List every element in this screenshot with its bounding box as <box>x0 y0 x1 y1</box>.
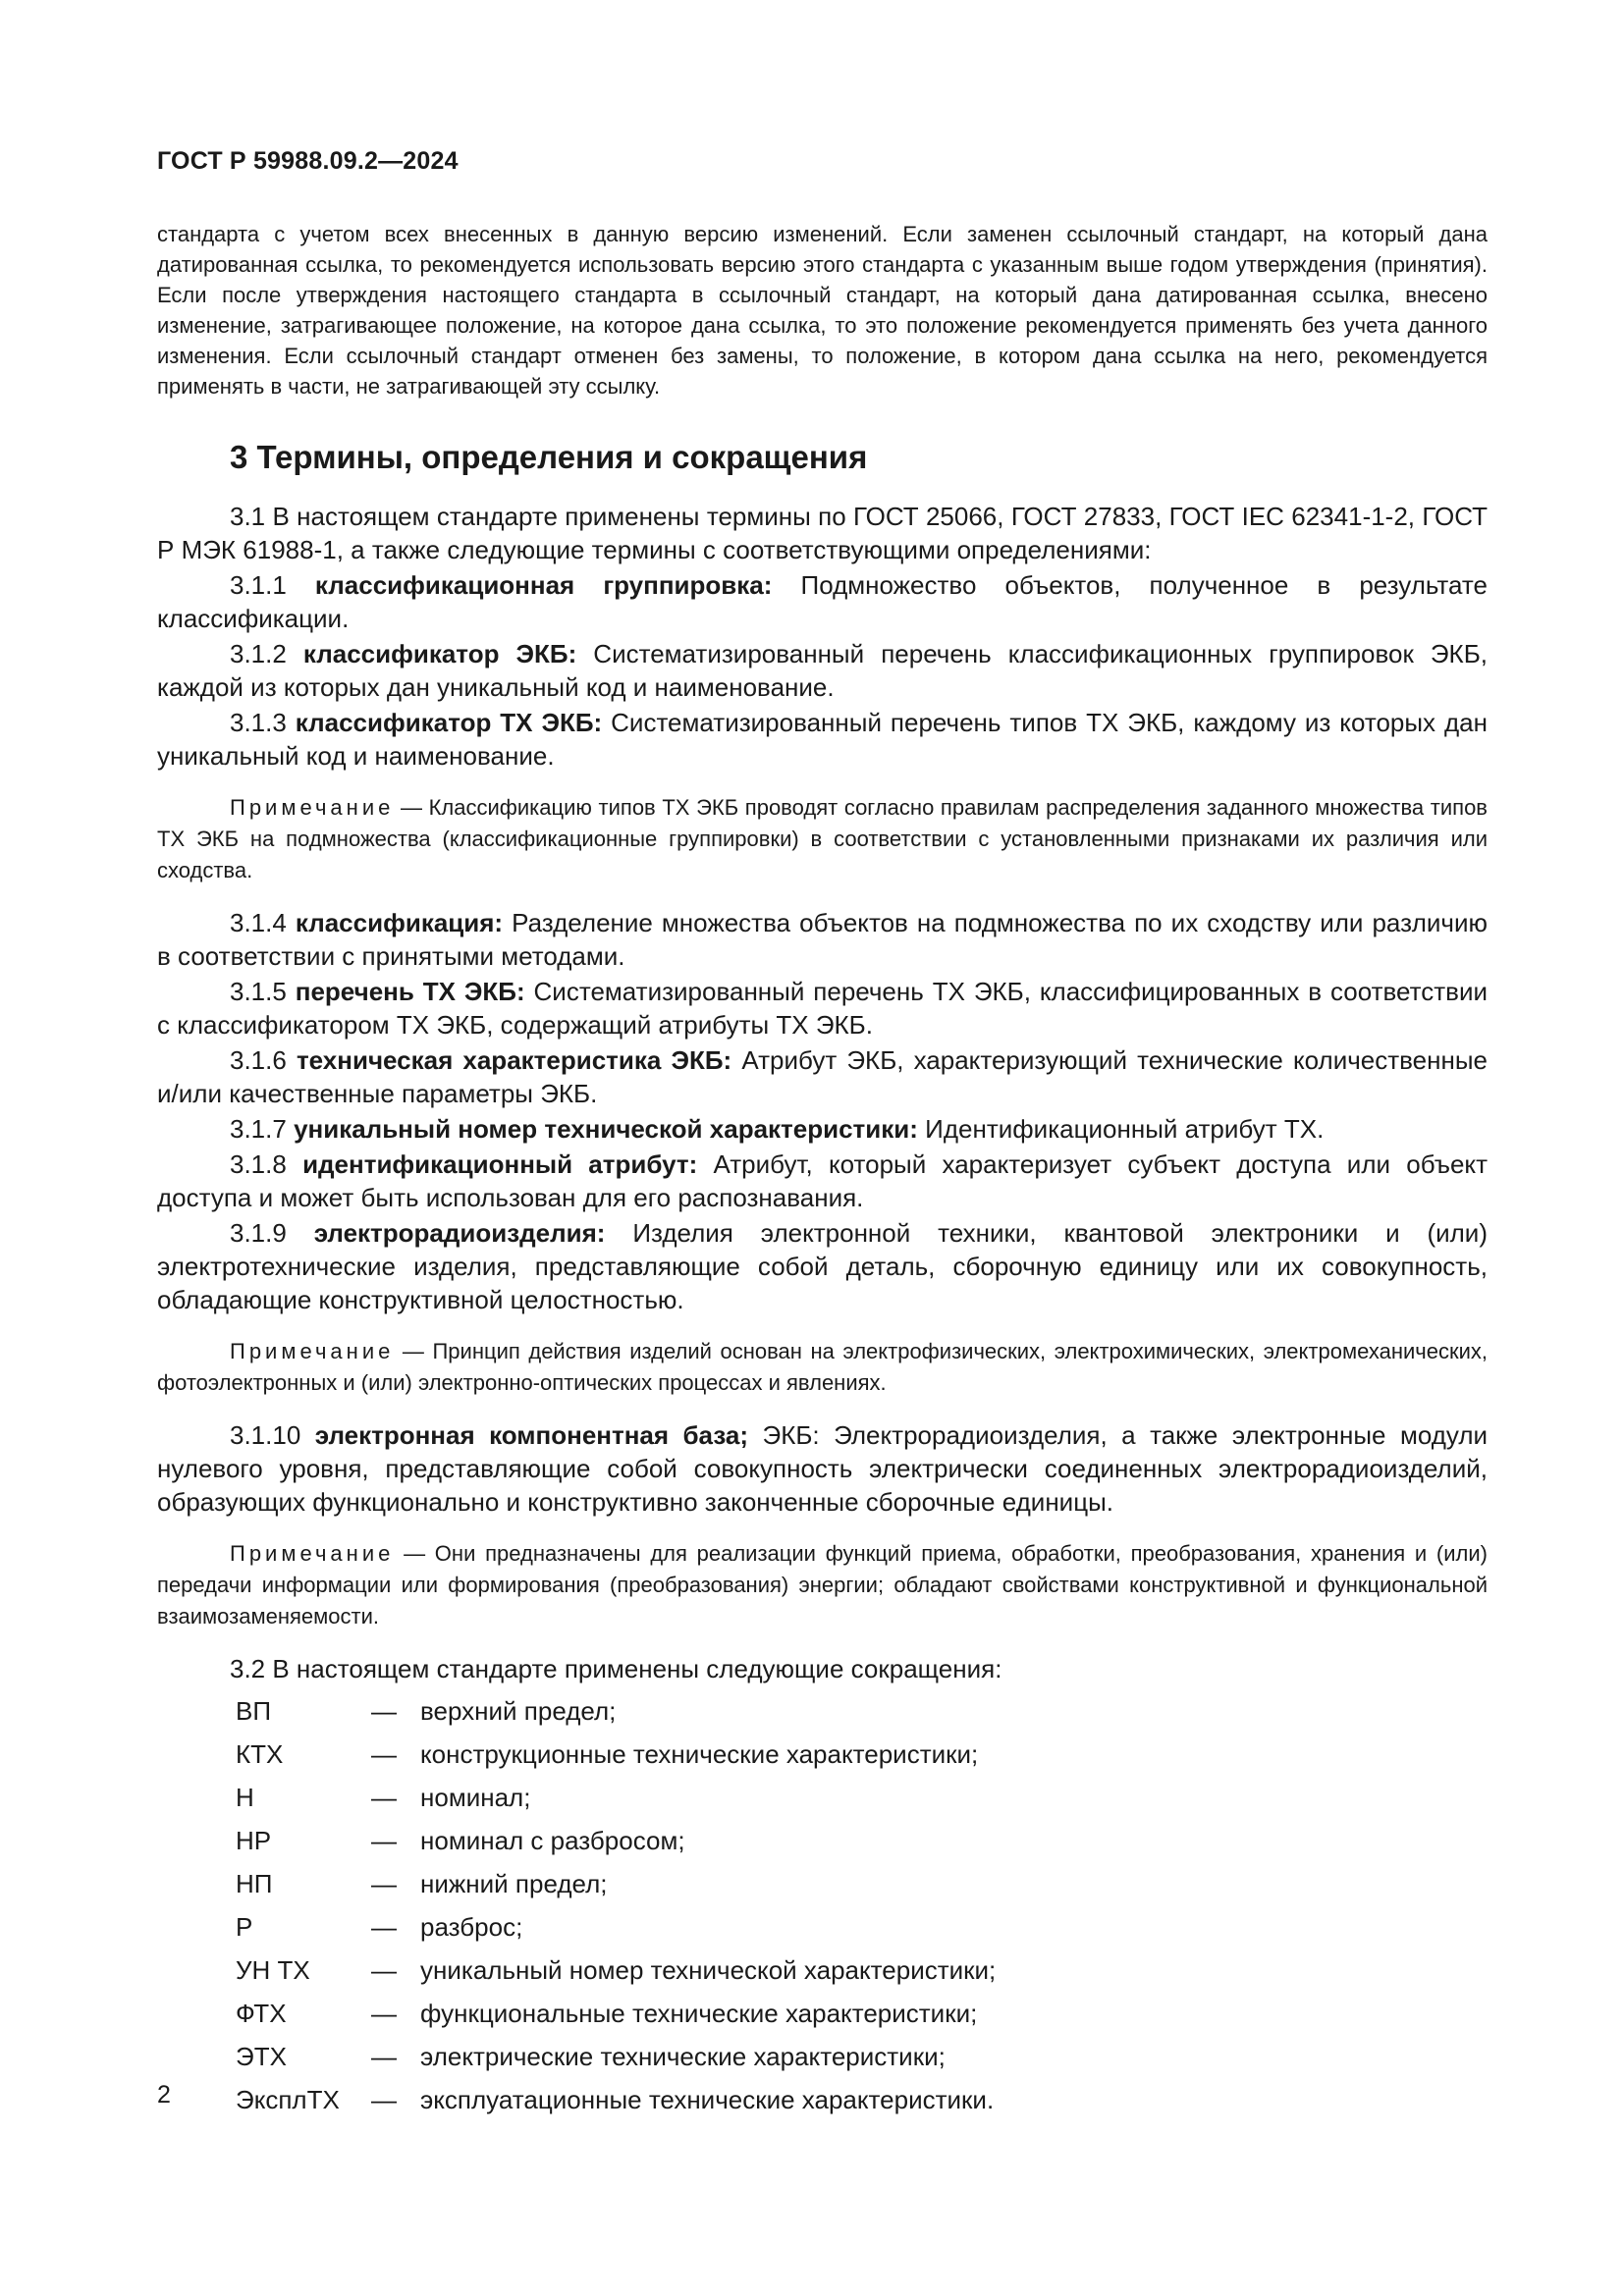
term-number: 3.1.9 <box>230 1218 287 1248</box>
abbreviation-row <box>236 1905 1488 1949</box>
term-3-1-2 <box>157 637 1488 704</box>
abbreviation-row <box>236 1733 1488 1776</box>
term-3-1-4 <box>157 906 1488 973</box>
abbreviation-text: номинал с разбросом; <box>420 1825 685 1855</box>
note-2 <box>157 1336 1488 1399</box>
abbreviation-text: конструкционные технические характеристики; <box>420 1738 979 1769</box>
abbreviation-text: электрические технические характеристики; <box>420 2041 946 2071</box>
term-number: 3.1.2 <box>230 639 287 668</box>
note-text: — Принцип действия изделий основан на электрофизических, электрохимических, электромеханических, фотоэлектронных и (или) электронно-оптических процессах и явлениях. <box>157 1339 1488 1395</box>
abbreviation-dash: — <box>371 1911 397 1942</box>
abbreviation-text: нижний предел; <box>420 1868 608 1898</box>
term-name: техническая характеристика ЭКБ: <box>296 1045 732 1075</box>
abbreviation-row <box>236 1776 1488 1819</box>
intro-paragraph: стандарта с учетом всех внесенных в данную версию изменений. Если заменен ссылочный стандарт, на который дана датированная ссылка, то рекомендуется использовать версию этого стандарта с указанным выше годом утверждения (принятия). Если после утверждения настоящего стандарта в ссылочный стандарт, на который дана датированная ссылка, внесено изменение, затрагивающее положение, на которое дана ссылка, то это положение рекомендуется применять без учета данного изменения. Если ссылочный стандарт отменен без замены, то положение, в котором дана ссылка на него, рекомендуется применять в части, не затрагивающей эту ссылку. <box>157 222 1488 399</box>
note-3 <box>157 1538 1488 1632</box>
abbreviation-dash: — <box>371 1738 397 1769</box>
term-3-1-7 <box>157 1112 1488 1146</box>
abbreviation-row <box>236 1689 1488 1733</box>
abbreviation-list <box>236 1689 1488 2121</box>
term-definition: ЭКБ: Электрорадиоизделия, а также электронные модули нулевого уровня, представляющие собой совокупность электрически соединенных электрорадиоизделий, образующих функционально и конструктивно законченные сборочные единицы. <box>157 1420 1489 1517</box>
term-number: 3.1.5 <box>230 977 287 1006</box>
clause-3-1: 3.1 В настоящем стандарте применены термины по ГОСТ 25066, ГОСТ 27833, ГОСТ IEC 62341-1-2, ГОСТ Р МЭК 61988-1, а также следующие термины с соответствующими определениями: <box>157 502 1488 564</box>
term-3-1-3 <box>157 706 1488 773</box>
note-1 <box>157 792 1488 886</box>
term-name: электронная компонентная база; <box>314 1420 749 1450</box>
term-name: перечень ТХ ЭКБ: <box>295 977 525 1006</box>
note-label: Примечание <box>230 1541 395 1566</box>
abbreviation-code: ЭТХ <box>236 2041 287 2071</box>
term-3-1-9 <box>157 1216 1488 1316</box>
note-label: Примечание <box>230 795 395 820</box>
term-3-1-5 <box>157 975 1488 1041</box>
term-number: 3.1.1 <box>230 570 287 600</box>
abbreviation-code: ЭксплТХ <box>236 2084 340 2114</box>
term-definition: Изделия электронной техники, квантовой электроники и (или) электротехнические изделия, представляющие собой деталь, сборочную единицу или их совокупность, обладающие конструктивной целостностью. <box>157 1218 1488 1314</box>
section-title: 3 Термины, определения и сокращения <box>230 439 868 475</box>
term-definition: Разделение множества объектов на подмножества по их сходству или различию в соответствии с принятыми методами. <box>157 908 1488 971</box>
abbreviation-code: Н <box>236 1782 254 1812</box>
abbreviation-row <box>236 1949 1488 1992</box>
abbreviation-text: функциональные технические характеристики; <box>420 1998 978 2028</box>
abbreviation-dash: — <box>371 1998 397 2028</box>
abbreviation-code: НП <box>236 1868 273 1898</box>
abbreviation-row <box>236 1992 1488 2035</box>
note-label: Примечание <box>230 1339 395 1363</box>
term-name: классификатор ЭКБ: <box>302 639 577 668</box>
term-definition: Подмножество объектов, полученное в результате классификации. <box>157 570 1488 633</box>
term-definition: Систематизированный перечень типов ТХ ЭКБ, каждому из которых дан уникальный код и наименование. <box>157 708 1488 771</box>
note-text: — Классификацию типов ТХ ЭКБ проводят согласно правилам распределения заданного множества типов ТХ ЭКБ на подмножества (классификационные группировки) в соответствии с установленными признаками их различия или сходства. <box>157 795 1488 882</box>
term-3-1-8 <box>157 1148 1488 1214</box>
abbreviation-dash: — <box>371 2084 397 2114</box>
term-number: 3.1.3 <box>230 708 287 737</box>
abbreviation-code: НР <box>236 1825 272 1855</box>
abbreviation-text: уникальный номер технической характеристики; <box>420 1954 997 1985</box>
clause-3-2: 3.2 В настоящем стандарте применены следующие сокращения: <box>230 1654 1002 1683</box>
document-page <box>157 147 1488 2121</box>
term-definition: Атрибут ЭКБ, характеризующий технические количественные и/или качественные параметры ЭКБ. <box>157 1045 1488 1108</box>
term-name: классификационная группировка: <box>314 570 773 600</box>
term-3-1-1 <box>157 568 1488 635</box>
term-definition: Идентификационный атрибут ТХ. <box>925 1114 1325 1144</box>
abbreviation-dash: — <box>371 1782 397 1812</box>
term-name: классификатор ТХ ЭКБ: <box>295 708 603 737</box>
term-definition: Систематизированный перечень ТХ ЭКБ, классифицированных в соответствии с классификатором ТХ ЭКБ, содержащий атрибуты ТХ ЭКБ. <box>157 977 1488 1040</box>
abbreviation-row <box>236 1819 1488 1862</box>
abbreviation-code: Р <box>236 1911 253 1942</box>
abbreviation-text: разброс; <box>420 1911 523 1942</box>
term-name: классификация: <box>295 908 504 937</box>
abbreviation-dash: — <box>371 1695 397 1726</box>
abbreviation-text: номинал; <box>420 1782 531 1812</box>
document-code-header: ГОСТ Р 59988.09.2—2024 <box>157 147 459 175</box>
abbreviation-row <box>236 1862 1488 1905</box>
term-definition: Систематизированный перечень классификационных группировок ЭКБ, каждой из которых дан уникальный код и наименование. <box>157 639 1488 702</box>
term-name: идентификационный атрибут: <box>302 1149 698 1179</box>
term-number: 3.1.6 <box>230 1045 287 1075</box>
abbreviation-dash: — <box>371 1954 397 1985</box>
abbreviation-dash: — <box>371 1868 397 1898</box>
abbreviation-code: ВП <box>236 1695 272 1726</box>
term-definition: Атрибут, который характеризует субъект доступа или объект доступа и может быть использован для его распознавания. <box>157 1149 1489 1212</box>
term-number: 3.1.8 <box>230 1149 287 1179</box>
term-name: электрорадиоизделия: <box>313 1218 606 1248</box>
term-3-1-10 <box>157 1418 1488 1519</box>
abbreviation-code: УН ТХ <box>236 1954 310 1985</box>
term-number: 3.1.7 <box>230 1114 287 1144</box>
page-number: 2 <box>157 2081 171 2109</box>
abbreviation-text: эксплуатационные технические характеристики. <box>420 2084 995 2114</box>
term-number: 3.1.4 <box>230 908 287 937</box>
abbreviation-row <box>236 2078 1488 2121</box>
term-number: 3.1.10 <box>230 1420 301 1450</box>
abbreviation-text: верхний предел; <box>420 1695 617 1726</box>
note-text: — Они предназначены для реализации функций приема, обработки, преобразования, хранения и (или) передачи информации или формирования (преобразования) энергии; обладают свойствами конструктивной и функциональной взаимозаменяемости. <box>157 1541 1488 1629</box>
abbreviation-code: КТХ <box>236 1738 284 1769</box>
abbreviation-code: ФТХ <box>236 1998 287 2028</box>
term-3-1-6 <box>157 1043 1488 1110</box>
abbreviation-dash: — <box>371 2041 397 2071</box>
abbreviation-row <box>236 2035 1488 2078</box>
term-name: уникальный номер технической характеристики: <box>294 1114 918 1144</box>
abbreviation-dash: — <box>371 1825 397 1855</box>
